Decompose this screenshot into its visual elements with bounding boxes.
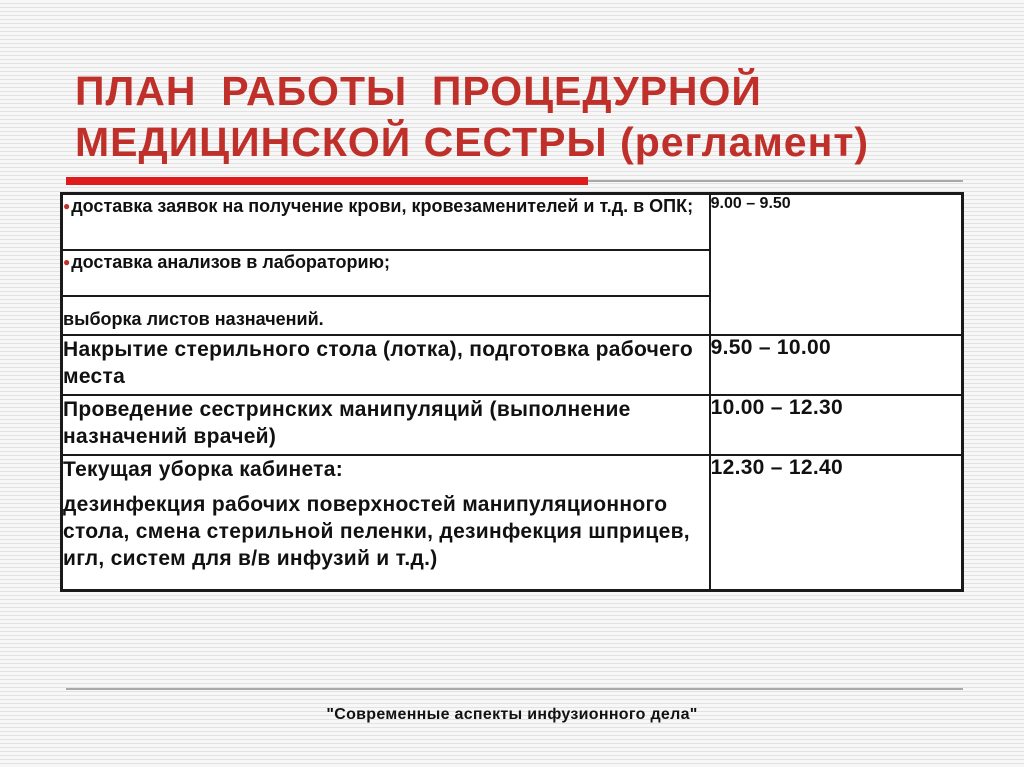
table-row — [62, 455, 963, 591]
bullet-icon: ● — [63, 255, 71, 269]
time-text: 9.00 – 9.50 — [710, 195, 791, 212]
schedule-table — [60, 192, 964, 592]
task-text: Текущая уборка кабинета: — [63, 458, 344, 481]
bottom-divider-line — [66, 688, 963, 690]
title-accent-rule — [66, 177, 588, 185]
task-cell — [62, 335, 710, 395]
time-cell — [710, 395, 963, 455]
task-cell — [62, 250, 710, 296]
task-text: выборка листов назначений. — [63, 309, 324, 329]
table-row — [62, 335, 963, 395]
title-divider-line — [588, 180, 963, 182]
page-title-line-2: МЕДИЦИНСКОЙ СЕСТРЫ (регламент) — [75, 119, 870, 165]
time-cell — [710, 455, 963, 591]
bullet-icon: ● — [63, 199, 71, 213]
page-title-line-1: ПЛАН РАБОТЫ ПРОЦЕДУРНОЙ — [75, 68, 762, 114]
table-row — [62, 395, 963, 455]
time-text: 10.00 – 12.30 — [710, 396, 843, 419]
time-cell — [710, 194, 963, 336]
time-cell — [710, 335, 963, 395]
table-row — [62, 194, 963, 251]
time-text: 12.30 – 12.40 — [710, 456, 843, 479]
task-cell — [62, 194, 710, 251]
task-detail-text: дезинфекция рабочих поверхностей манипуляционного стола, смена стерильной пеленки, дезинфекция шприцев, игл, систем для в/в инфузий и т.д.) — [63, 493, 690, 570]
task-text: Проведение сестринских манипуляций (выполнение назначений врачей) — [63, 398, 631, 448]
task-text: доставка заявок на получение крови, кровезаменителей и т.д. в ОПК; — [71, 196, 694, 216]
task-cell — [62, 395, 710, 455]
task-text: доставка анализов в лабораторию; — [71, 252, 390, 272]
footer-caption: "Современные аспекты инфузионного дела" — [326, 706, 698, 723]
task-cell — [62, 296, 710, 335]
task-text: Накрытие стерильного стола (лотка), подготовка рабочего места — [63, 338, 694, 388]
task-cell — [62, 455, 710, 591]
page-title — [75, 66, 975, 168]
time-text: 9.50 – 10.00 — [710, 336, 831, 359]
